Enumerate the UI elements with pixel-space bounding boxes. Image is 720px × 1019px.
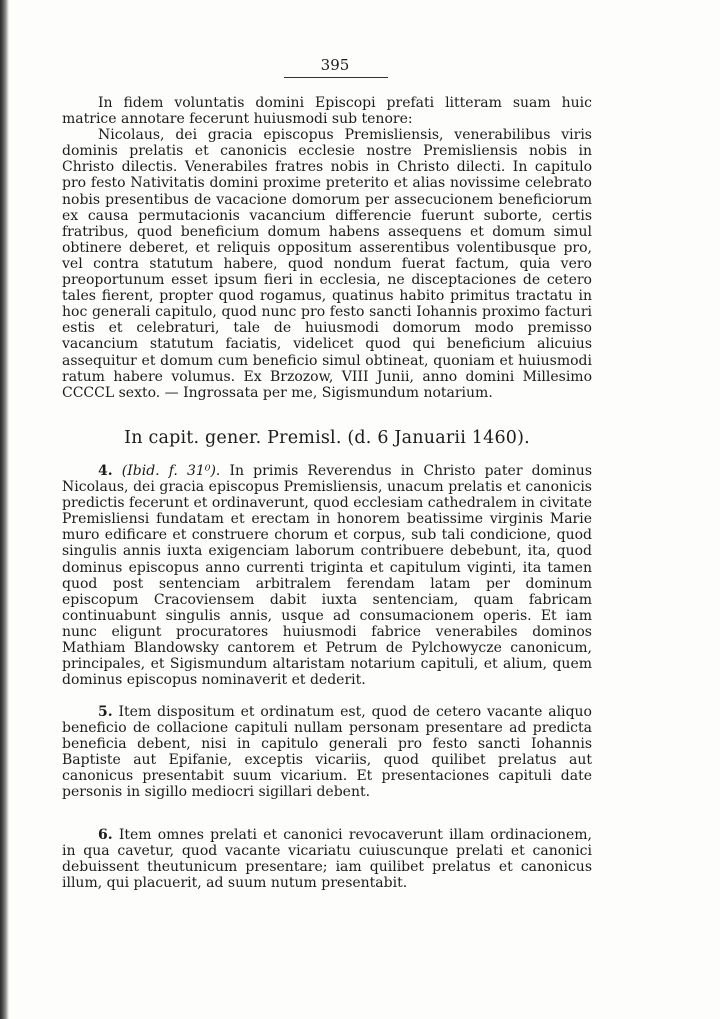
entry-4 <box>62 463 592 688</box>
entry-number: 6. <box>98 827 113 843</box>
section-heading: In capit. gener. Premisl. (d. 6 Januarii 1460). <box>124 428 530 448</box>
entry-number: 4. <box>98 463 113 479</box>
entry-reference: (Ibid. f. 31⁰). <box>121 463 221 479</box>
letter-paragraph: Nicolaus, dei gracia episcopus Premisliensis, venerabilibus viris dominis prelatis et canonicis ecclesie nostre Premisliensis nobis in Christo dilectis. Venerabiles fratres nobis in Christo dilecti. In capitulo pro festo Nativitatis domini proxime preterito et alias novissime celebrato nobis presentibus de vacacione domorum per assecucionem beneficiorum ex causa permutacionis vacancium differencie fuerunt suborte, certis fratribus, quod beneficium domum habens assequens et domum simul obtinere deberet, et reliquis oppositum asserentibus volentibusque pro, vel contra statutum habere, quod nondum fuerat factum, quia vero preoportunum esset ipsum fieri in ecclesia, ne disceptaciones de cetero tales fierent, propter quod rogamus, quatinus habito primitus tractatu in hoc generali capitulo, quod nunc pro festo sancti Iohannis proximo facturi estis et celebraturi, tale de huiusmodi domorum modo premisso vacancium statutum faciatis, videlicet quod qui beneficium alicuius assequitur et domum cum beneficio simul obtineat, quoniam et huiusmodi ratum habere volumus. Ex Brzozow, VIII Junii, anno domini Millesimo CCCCL sexto. — Ingrossata per me, Sigismundum notarium. <box>62 127 592 401</box>
page-number-rule <box>284 77 388 78</box>
entry-text: Item omnes prelati et canonici revocaverunt illam ordinacionem, in qua cavetur, quod vacante vicariatu cuiuscunque prelati et canonici debuissent theutunicum presentare; iam quilibet prelatus et canonicus illum, qui placuerit, ad suum nutum presentabit. <box>62 827 592 892</box>
page-number: 395 <box>320 56 350 74</box>
entry-paragraph <box>62 463 592 688</box>
scan-binding-edge <box>0 0 9 1019</box>
intro-paragraph: In fidem voluntatis domini Episcopi prefati litteram suam huic matrice annotare fecerunt huiusmodi sub tenore: <box>62 95 592 128</box>
entry-number: 5. <box>98 704 113 720</box>
entry-text: In primis Reverendus in Christo pater dominus Nicolaus, dei gracia episcopus Premisliensis, unacum prelatis et canonicis predictis fecerunt et ordinaverunt, quod ecclesiam cathedralem in civitate Premisliensi fundatam et erectam in honorem beatissime virginis Marie muro edificare et construere chorum et corpus, sub tali condicione, quod singulis annis iuxta exigenciam laborum contribuere debebunt, ita, quod dominus episcopus anno currenti triginta et capitulum viginti, ita tamen quod post sentenciam arbitralem ferendam latam per dominum episcopum Cracoviensem dabit iuxta sentenciam, quam fabricam continuabunt singulis annis, usque ad consumacionem operis. Et iam nunc eligunt procuratores huiusmodi fabrice venerabiles dominos Mathiam Blandowsky cantorem et Petrum de Pylchowycze canonicum, principales, et Sigismundum altaristam notarium capituli, et alium, quem dominus episcopus nominaverit et dederit. <box>62 463 593 689</box>
intro-block <box>62 95 592 401</box>
entry-5 <box>62 704 592 801</box>
entry-paragraph <box>62 704 592 801</box>
entry-6 <box>62 827 592 891</box>
entry-paragraph <box>62 827 592 891</box>
entry-text: Item dispositum et ordinatum est, quod de cetero vacante aliquo beneficio de collacione capituli nullam personam presentare ad predicta beneficia debent, nisi in capitulo generali pro festo sancti Iohannis Baptiste aut Epifanie, exceptis vicariis, quod quilibet prelatus aut canonicus presentabit suum vicarium. Et presentaciones capituli date personis in sigillo mediocri sigillari debent. <box>62 704 592 801</box>
